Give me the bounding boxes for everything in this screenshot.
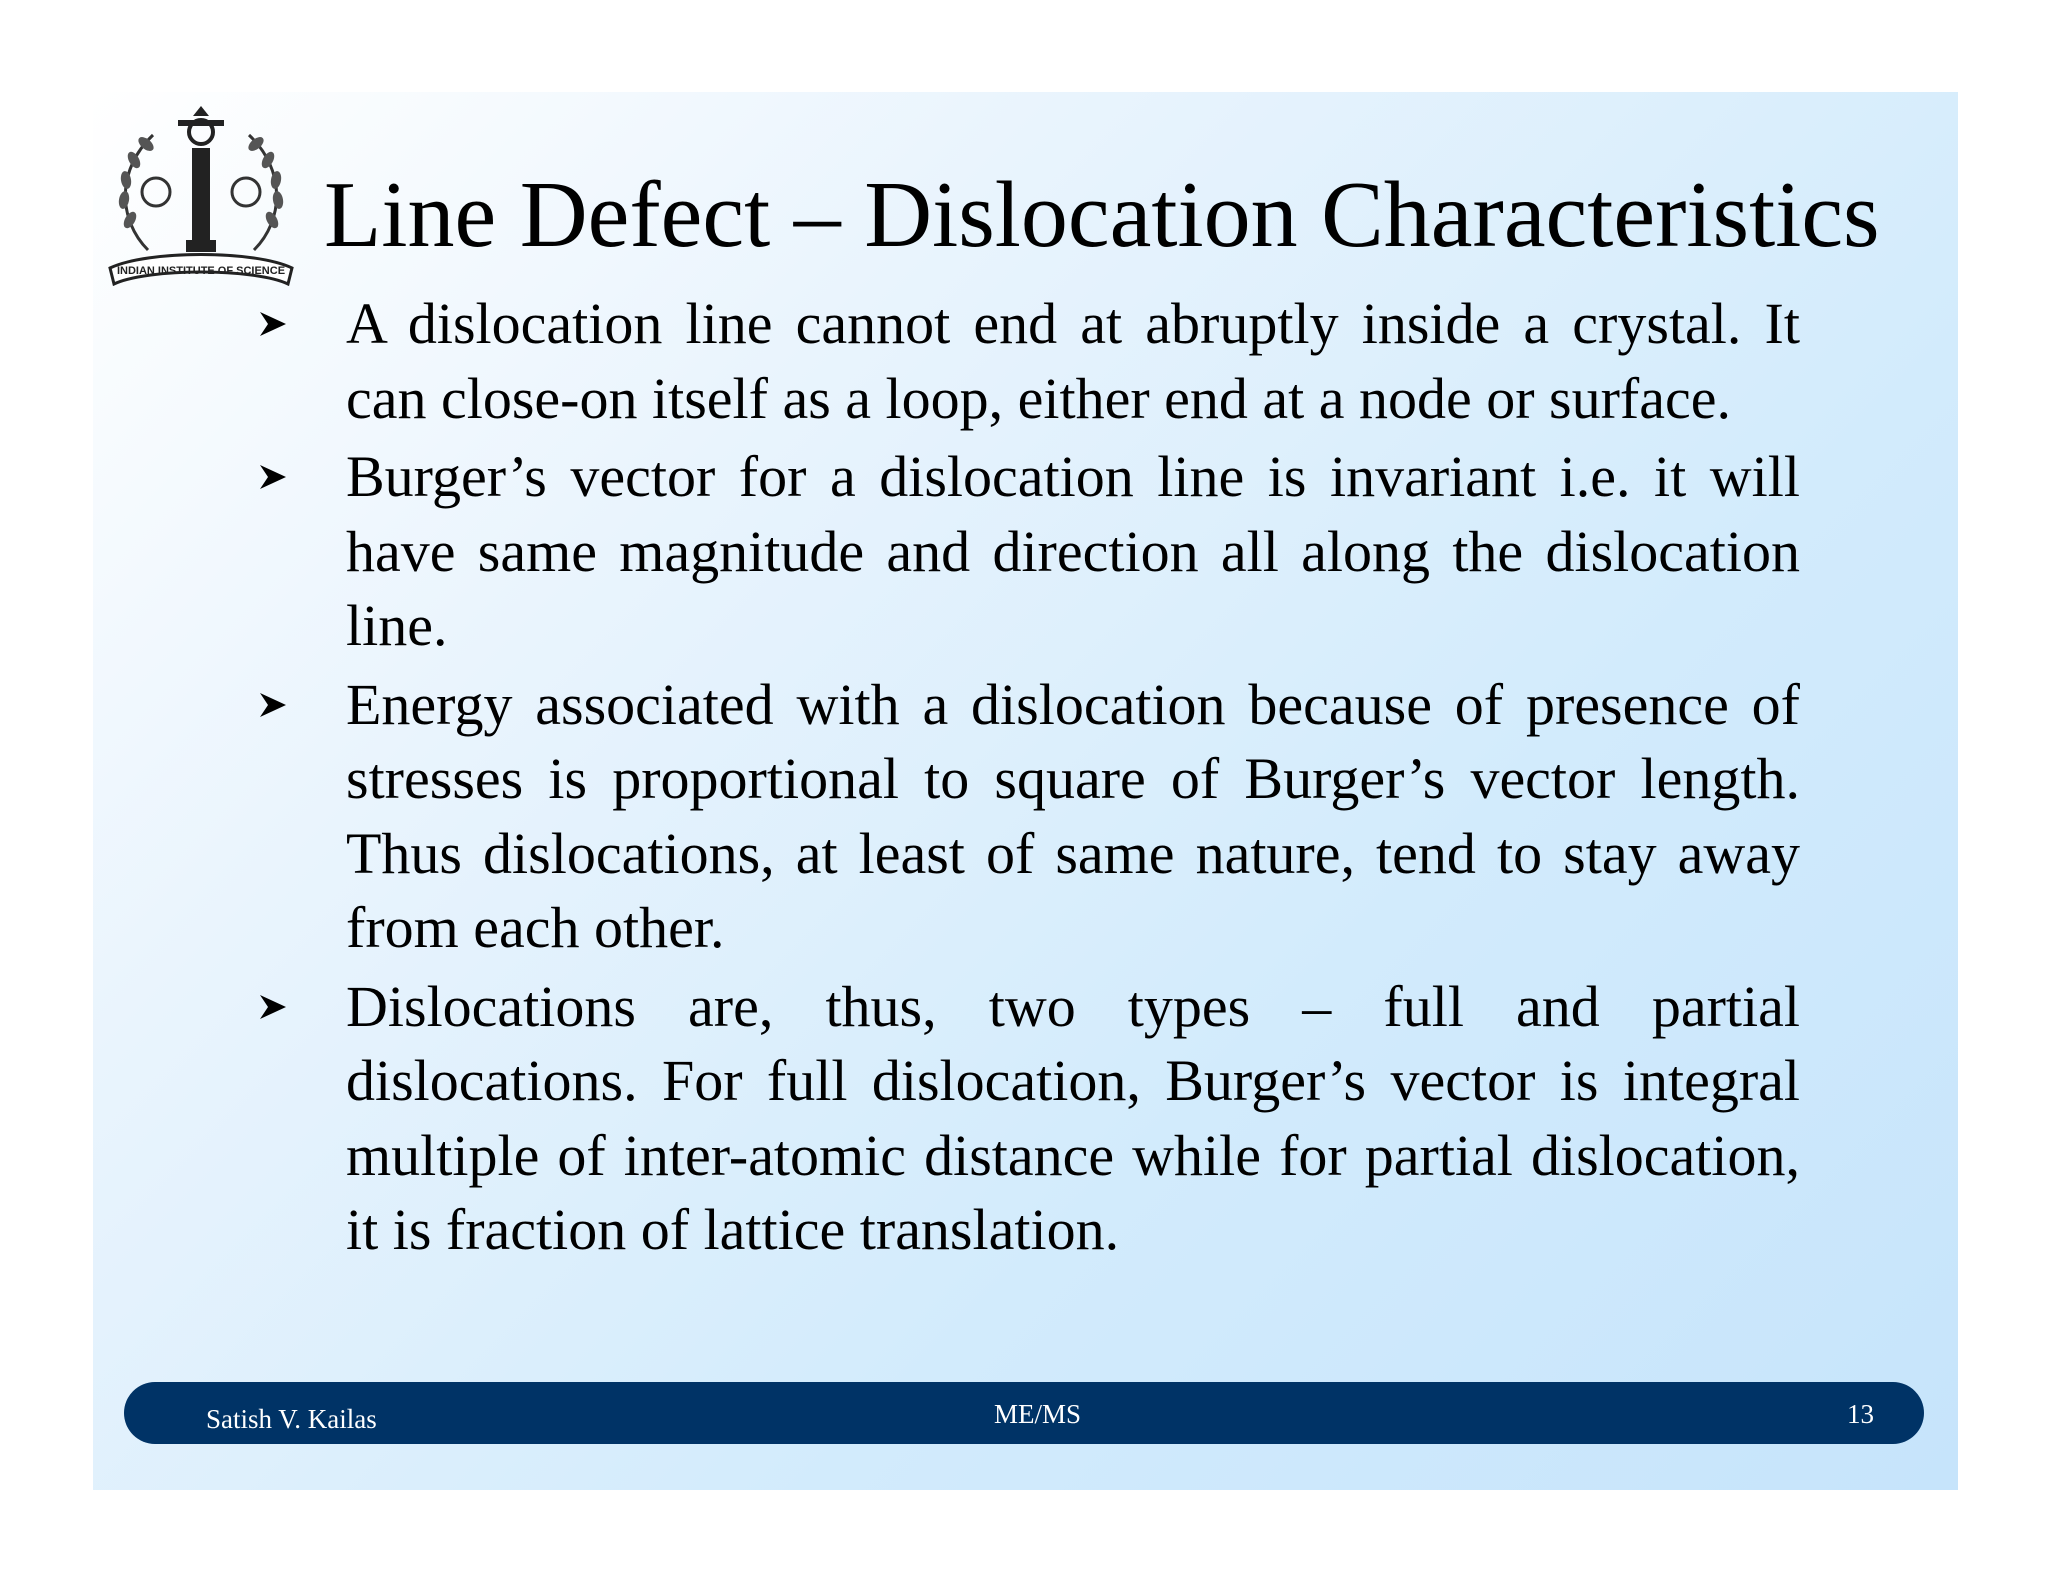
- footer-course: ME/MS: [994, 1399, 1082, 1429]
- page-number: 13: [1847, 1399, 1874, 1429]
- arrowhead-bullet-icon: [256, 990, 290, 1024]
- arrowhead-bullet-icon: [256, 460, 290, 494]
- bullet-list: [250, 287, 1800, 1272]
- bullet-item: [250, 287, 1800, 436]
- footer-bar: [124, 1382, 1924, 1444]
- arrowhead-bullet-icon: [256, 688, 290, 722]
- logo-ribbon-text: INDIAN INSTITUTE OF SCIENCE: [116, 265, 286, 277]
- bullet-text: Burger’s vector for a dislocation line is invariant i.e. it will have same magnitude and direction all along the dislocation line.: [346, 444, 1800, 658]
- bullet-item: [250, 970, 1800, 1268]
- arrowhead-bullet-icon: [256, 307, 290, 341]
- bullet-text: A dislocation line cannot end at abruptly inside a crystal. It can close-on itself as a loop, either end at a node or surface.: [346, 291, 1800, 431]
- slide-title: Line Defect – Dislocation Characteristics: [324, 163, 1880, 267]
- bullet-text: Energy associated with a dislocation because of presence of stresses is proportional to square of Burger’s vector length. Thus dislocations, at least of same nature, tend to stay away from each other.: [346, 671, 1800, 960]
- institute-logo: [108, 100, 294, 286]
- bullet-item: [250, 668, 1800, 966]
- bullet-item: [250, 440, 1800, 664]
- bullet-text: Dislocations are, thus, two types – full and partial dislocations. For full dislocation, Burger’s vector is integral multiple of inter-atomic distance while for partial dislocation, it is fraction of lattice translation.: [346, 973, 1800, 1262]
- footer-author: Satish V. Kailas: [206, 1404, 377, 1434]
